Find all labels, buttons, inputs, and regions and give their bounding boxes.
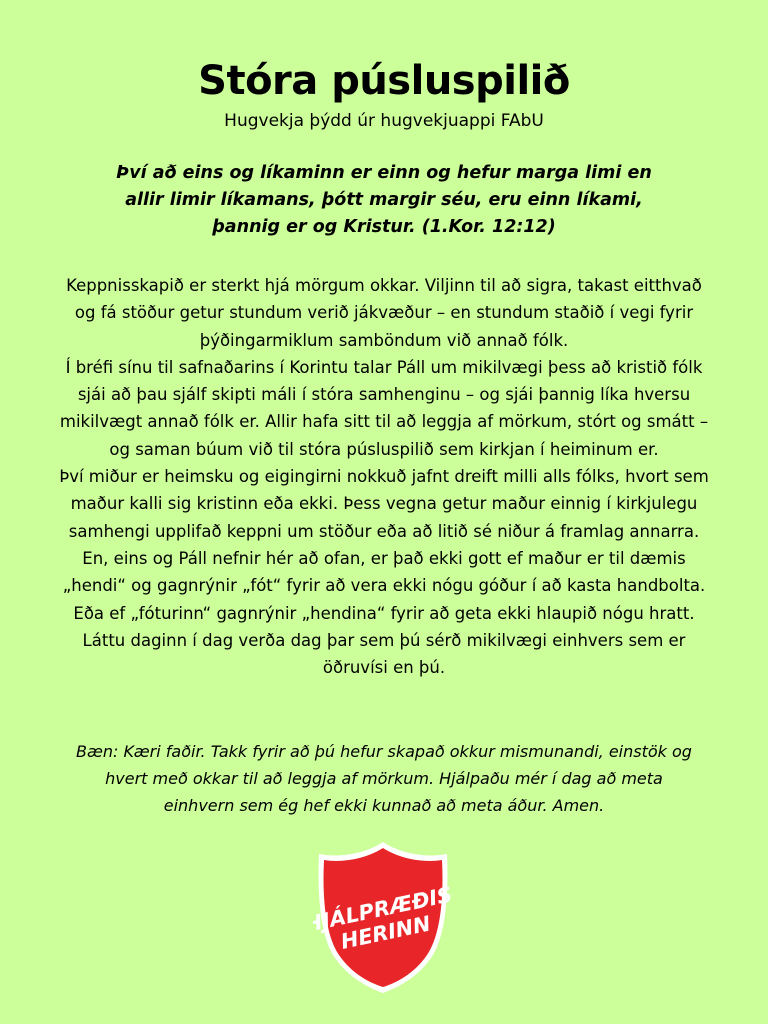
logo-line-1: HJÁLPRÆÐIS- (313, 880, 453, 938)
logo-line-2: HERINN (338, 911, 433, 954)
body-paragraph: Í bréfi sínu til safnaðarins í Korintu talar Páll um mikilvægi þess að kristið fólk sjái að þau sjálf skipti máli í stóra samhenginu – og sjái þannig líka hversu mikilvægt annað fólk er. Allir hafa sitt til að leggja af mörkum, stórt og smátt – og saman búum við til stóra púsluspilið sem kirkjan í heiminum er. (59, 357, 709, 459)
bible-verse: Því að eins og líkaminn er einn og hefur marga limi en allir limir líkamans, þótt margir séu, eru einn líkami, þannig er og Kristur. (1.Kor. 12:12) (116, 163, 652, 237)
devotional-body (58, 272, 710, 681)
body-paragraph: Því miður er heimsku og eigingirni nokkuð jafnt dreift milli alls fólks, hvort sem maður kalli sig kristinn eða ekki. Þess vegna getur maður einnig í kirkjulegu samhengi upplifað keppni um stöður eða að litið sé niður á framlag annarra. En, eins og Páll nefnir hér að ofan, er það ekki gott ef maður er til dæmis „hendi“ og gagnrýnir „fót“ fyrir að vera ekki nógu góður í að kasta handbolta. Eða ef „fóturinn“ gagnrýnir „hendina“ fyrir að geta ekki hlaupið nógu hratt. Láttu daginn í dag verða dag þar sem þú sérð mikilvægi einhvers sem er öðruvísi en þú. (59, 467, 709, 678)
page-title: Stóra púsluspilið (198, 58, 570, 104)
prayer-text: Bæn: Kæri faðir. Takk fyrir að þú hefur skapað okkur mismunandi, einstök og hvert með okkar til að leggja af mörkum. Hjálpaðu mér í dag að meta einhvern sem ég hef ekki kunnað að meta áður. Amen. (76, 742, 692, 815)
salvation-army-logo (313, 838, 453, 996)
page-subtitle: Hugvekja þýdd úr hugvekjuappi FAbU (224, 111, 544, 131)
shield-icon (313, 838, 453, 996)
body-paragraph: Keppnisskapið er sterkt hjá mörgum okkar. Viljinn til að sigra, takast eitthvað og fá stöður getur stundum verið jákvæður – en stundum staðið í vegi fyrir þýðingarmiklum samböndum við annað fólk. (66, 276, 702, 350)
